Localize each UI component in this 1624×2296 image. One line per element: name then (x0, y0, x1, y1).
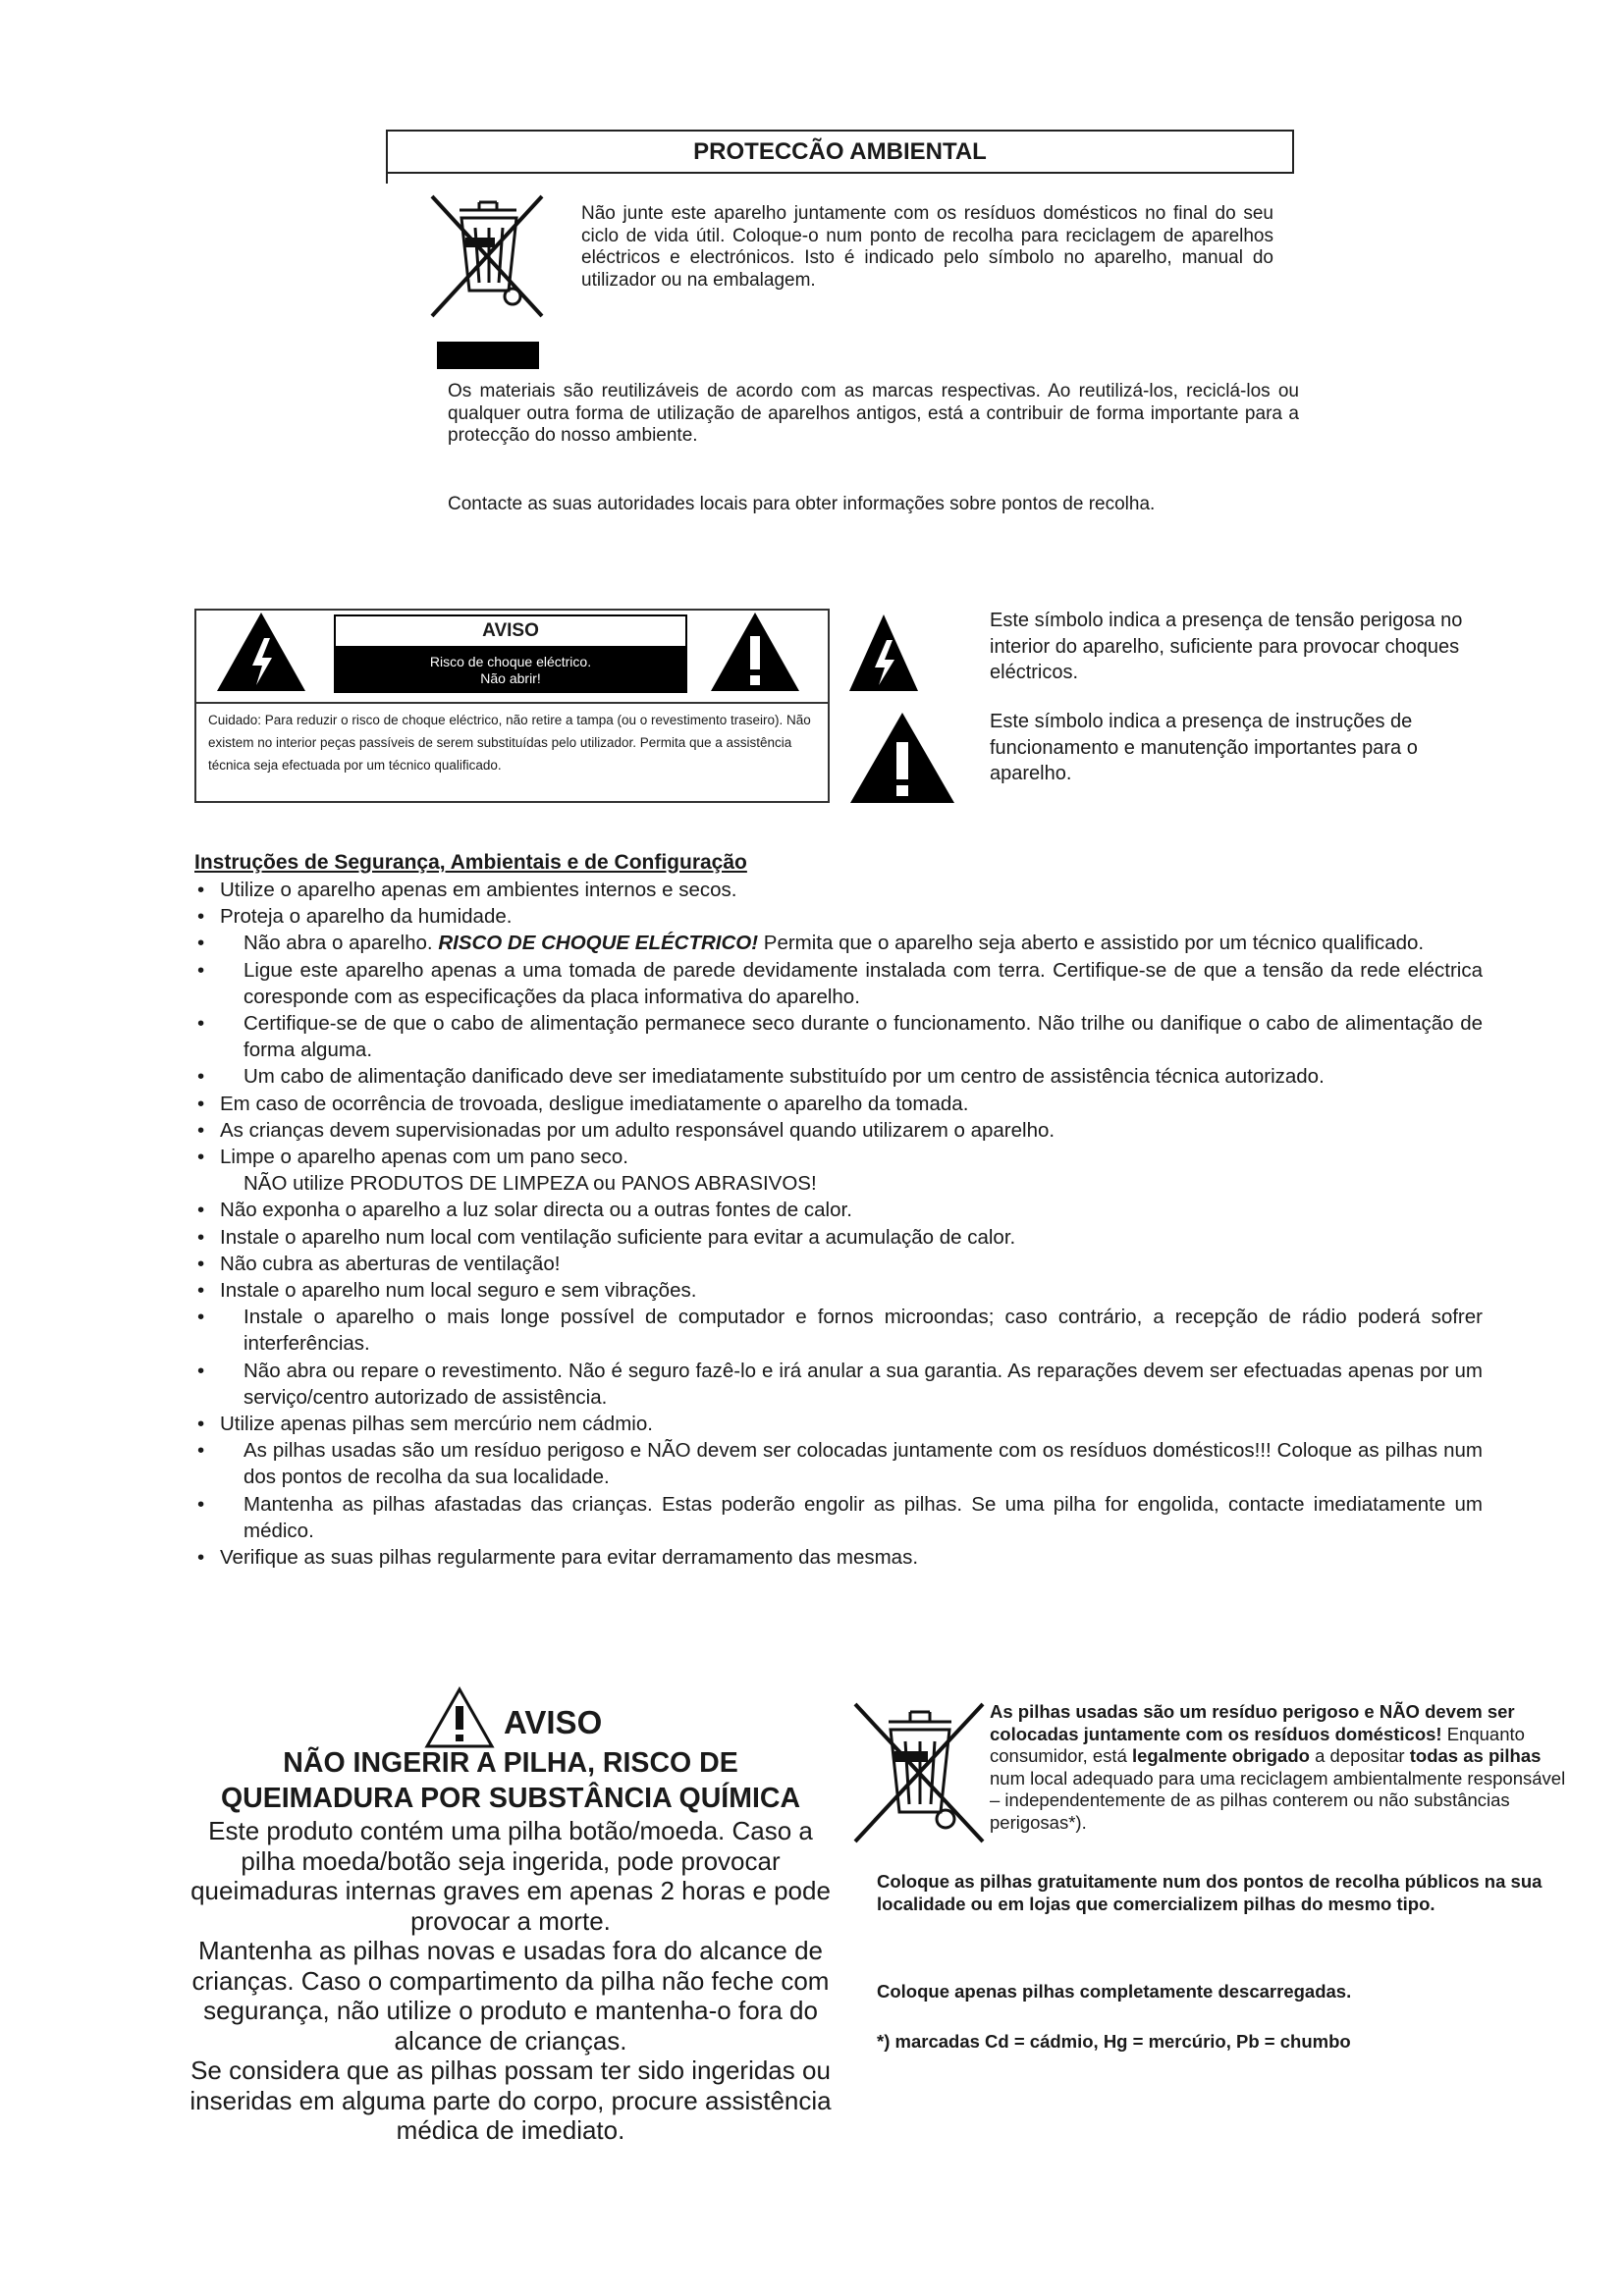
battery-warning-paragraph: Este produto contém uma pilha botão/moeda. Caso a pilha moeda/botão seja ingerida, pode provocar queimaduras internas graves em apenas 2 horas e pode provocar a morte. (190, 1816, 831, 1936)
lightning-warning-icon (213, 609, 309, 695)
label-risk-line1: Risco de choque eléctrico. (429, 654, 592, 669)
crossed-bin-icon (424, 188, 550, 324)
title-divider (386, 174, 388, 184)
list-item: • Instale o aparelho num local seguro e sem vibrações. (197, 1279, 697, 1303)
label-divider (196, 702, 828, 704)
label-caution-text: Cuidado: Para reduzir o risco de choque eléctrico, não retire a tampa (ou o revestimento traseiro). Não existem no interior peças passíveis de serem substituídas pelo utilizador. Permita que a assistência técnica seja efectuada por um técnico qualificado. (208, 713, 811, 773)
label-heading: AVISO (334, 614, 687, 648)
battery-warning-block (187, 1745, 835, 2146)
instructions-heading: Instruções de Segurança, Ambientais e de Configuração (194, 851, 747, 874)
list-item: • As pilhas usadas são um resíduo perigoso e NÃO devem ser colocadas juntamente com os resíduos domésticos!!! Coloque as pilhas num dos pontos de recolha da sua localidade. (197, 1439, 1483, 1489)
list-item: • Um cabo de alimentação danificado deve ser imediatamente substituído por um centro de assistência técnica autorizado. (197, 1065, 1325, 1089)
battery-warning-heading: AVISO (504, 1704, 603, 1740)
battery-footnote: *) marcadas Cd = cádmio, Hg = mercúrio, Pb = chumbo (877, 2031, 1351, 2052)
black-bar (437, 342, 539, 369)
instructions-list (194, 877, 1483, 1571)
battery-warning-title-1: NÃO INGERIR A PILHA, RISCO DE (283, 1747, 738, 1779)
list-item: • Instale o aparelho o mais longe possível de computador e fornos microondas; caso contrário, a recepção de rádio poderá sofrer interferências. (197, 1306, 1483, 1356)
battery-warning-paragraph: Mantenha as pilhas novas e usadas fora do alcance de crianças. Caso o compartimento da pilha não feche com segurança, não utilize o produto e mantenha-o fora do alcance de crianças. (191, 1936, 830, 2056)
page-title: PROTECCÃO AMBIENTAL (386, 130, 1294, 174)
list-item: • Não exponha o aparelho a luz solar directa ou a outras fontes de calor. (197, 1199, 852, 1222)
label-risk-box (334, 648, 687, 693)
list-item: • Limpe o aparelho apenas com um pano seco. (197, 1146, 628, 1169)
list-item: • Não cubra as aberturas de ventilação! (197, 1252, 561, 1275)
list-item: • Não abra o aparelho. RISCO DE CHOQUE ELÉCTRICO! Permita que o aparelho seja aberto e assistido por um técnico qualificado. (197, 932, 1425, 955)
disposal-paragraph: Não junte este aparelho juntamente com os resíduos domésticos no final do seu ciclo de vida útil. Coloque-o num ponto de recolha para reciclagem de aparelhos eléctricos e electrónicos. Isto é indicado pelo símbolo no aparelho, manual do utilizador ou na embalagem. (581, 203, 1273, 291)
list-item: • Instale o aparelho num local com ventilação suficiente para evitar a acumulação de calor. (197, 1225, 1016, 1249)
battery-discharged-paragraph: Coloque apenas pilhas completamente descarregadas. (877, 1981, 1352, 2002)
exclamation-warning-icon (707, 609, 803, 695)
label-risk-line2: Não abrir! (480, 670, 541, 686)
list-item: • Certifique-se de que o cabo de alimentação permanece seco durante o funcionamento. Não trilhe ou danifique o cabo de alimentação de forma alguma. (197, 1012, 1483, 1062)
list-item-continuation: NÃO utilize PRODUTOS DE LIMPEZA ou PANOS ABRASIVOS! (244, 1172, 817, 1196)
list-item: • Utilize o aparelho apenas em ambientes internos e secos. (197, 879, 737, 901)
recycling-paragraph: Os materiais são reutilizáveis de acordo com as marcas respectivas. Ao reutilizá-los, reciclá-los ou qualquer outra forma de utilização de aparelhos antigos, está a contribuir de forma importante para a protecção do nosso ambiente. (448, 381, 1299, 446)
list-item: • As crianças devem supervisionadas por um adulto responsável quando utilizarem o aparelho. (197, 1118, 1056, 1142)
list-item: • Mantenha as pilhas afastadas das crianças. Estas poderão engolir as pilhas. Se uma pilha for engolida, contacte imediatamente um médico. (197, 1492, 1483, 1542)
lightning-symbol-icon (847, 611, 920, 695)
battery-warning-paragraph: Se considera que as pilhas possam ter sido ingeridas ou inseridas em alguma parte do corpo, procure assistência médica de imediato. (189, 2056, 832, 2145)
voltage-symbol-text: Este símbolo indica a presença de tensão perigosa no interior do aparelho, suficiente para provocar choques eléctricos. (990, 610, 1463, 683)
battery-collection-paragraph: Coloque as pilhas gratuitamente num dos pontos de recolha públicos na sua localidade ou em lojas que comercializem pilhas do mesmo tipo. (877, 1871, 1543, 1914)
instructions-symbol-text: Este símbolo indica a presença de instruções de funcionamento e manutenção importantes para o aparelho. (990, 711, 1418, 784)
list-item: • Utilize apenas pilhas sem mercúrio nem cádmio. (197, 1413, 653, 1436)
warning-triangle-icon (424, 1686, 495, 1749)
crossed-bin-icon (847, 1696, 991, 1849)
battery-disposal-paragraph: As pilhas usadas são um resíduo perigoso e NÃO devem ser colocadas juntamente com os resíduos domésticos! Enquanto consumidor, está legalmente obrigado a depositar todas as pilhas num local adequado para uma reciclagem ambientalmente responsável – independentemente de as pilhas conterem ou não substâncias perigosas*). (990, 1701, 1566, 1833)
battery-warning-title-2: QUEIMADURA POR SUBSTÂNCIA QUÍMICA (220, 1783, 801, 1814)
exclamation-symbol-icon (846, 709, 958, 807)
list-item: • Não abra ou repare o revestimento. Não é seguro fazê-lo e irá anular a sua garantia. As reparações devem ser efectuadas apenas por um serviço/centro autorizado de assistência. (197, 1359, 1483, 1409)
list-item: • Proteja o aparelho da humidade. (197, 905, 513, 929)
list-item: • Verifique as suas pilhas regularmente para evitar derramamento das mesmas. (197, 1546, 919, 1570)
contact-paragraph: Contacte as suas autoridades locais para obter informações sobre pontos de recolha. (448, 494, 1156, 514)
list-item: • Ligue este aparelho apenas a uma tomada de parede devidamente instalada com terra. Certifique-se de que a tensão da rede eléctrica coresponde com as especificações da placa informativa do aparelho. (197, 958, 1483, 1008)
list-item: • Em caso de ocorrência de trovoada, desligue imediatamente o aparelho da tomada. (197, 1092, 969, 1115)
